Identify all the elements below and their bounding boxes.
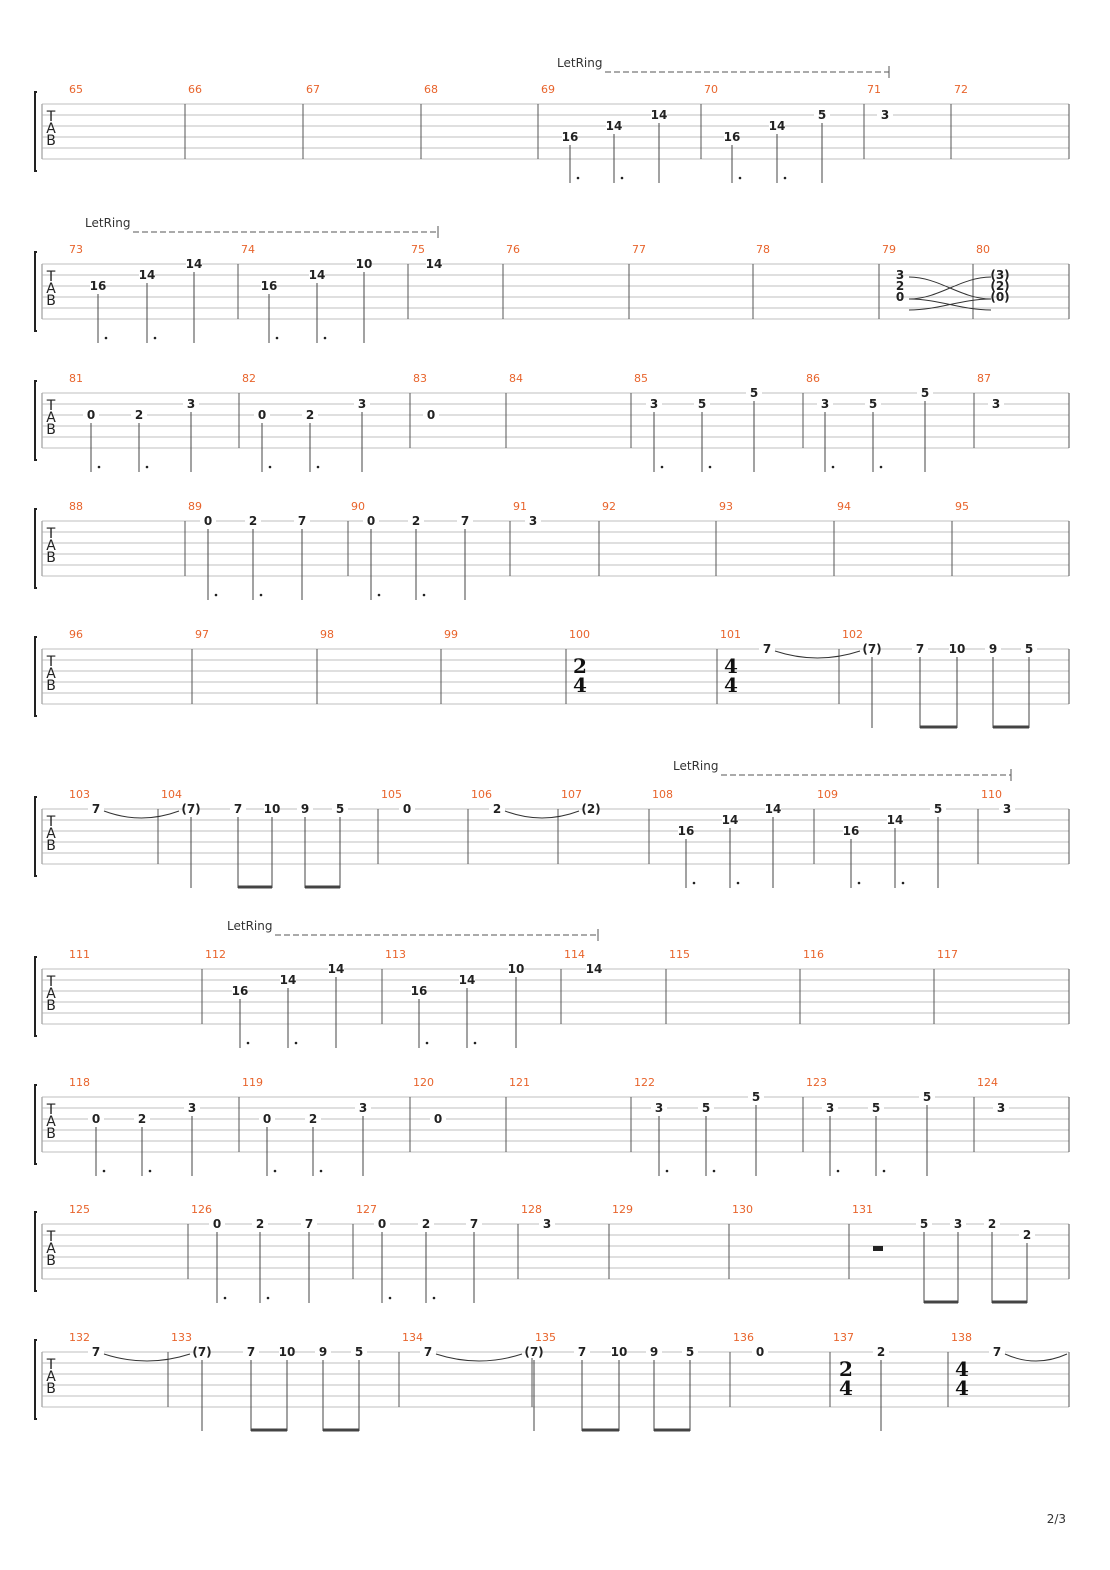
tab-clef-letter: T (46, 1229, 56, 1245)
measure-number: 99 (444, 628, 458, 641)
tie (1005, 1354, 1067, 1361)
fret-number: 14 (886, 813, 904, 827)
rhythm-dot (378, 594, 381, 597)
rhythm-dot (713, 1170, 716, 1173)
measure-number: 79 (882, 243, 896, 256)
fret-number: 9 (318, 1345, 328, 1359)
rhythm-dot (423, 594, 426, 597)
measure-number: 100 (569, 628, 590, 641)
fret-number: 10 (355, 257, 373, 271)
tab-clef-letter: T (46, 654, 56, 670)
tab-clef-letter: T (46, 1102, 56, 1118)
rhythm-dot (577, 177, 580, 180)
time-signature-top: 2 (839, 1357, 853, 1381)
time-signature-bottom: 4 (724, 673, 738, 697)
rhythm-dot (215, 594, 218, 597)
fret-number: 2 (421, 1217, 431, 1231)
fret-number: 0 (402, 802, 412, 816)
fret-number: 0 (755, 1345, 765, 1359)
tab-clef-letter: T (46, 109, 56, 125)
measure-number: 135 (535, 1331, 556, 1344)
tab-clef-letter: T (46, 398, 56, 414)
fret-number: 3 (358, 1101, 368, 1115)
rhythm-dot (433, 1297, 436, 1300)
measure-number: 122 (634, 1076, 655, 1089)
measure-number: 85 (634, 372, 648, 385)
fret-number: 5 (701, 1101, 711, 1115)
fret-number: (7) (192, 1345, 212, 1359)
fret-number: 14 (768, 119, 786, 133)
measure-number: 70 (704, 83, 718, 96)
fret-number: 2 (255, 1217, 265, 1231)
half-rest (873, 1246, 883, 1251)
measure-number: 107 (561, 788, 582, 801)
fret-number: 7 (460, 514, 470, 528)
tab-clef-letter: B (46, 678, 56, 694)
measure-number: 102 (842, 628, 863, 641)
measure-number: 69 (541, 83, 555, 96)
measure-number: 134 (402, 1331, 423, 1344)
measure-number: 110 (981, 788, 1002, 801)
fret-number: 14 (138, 268, 156, 282)
system-bracket (35, 381, 37, 460)
fret-number: 5 (817, 108, 827, 122)
fret-number: 10 (278, 1345, 296, 1359)
fret-number: 3 (953, 1217, 963, 1231)
rhythm-dot (146, 466, 149, 469)
measure-number: 87 (977, 372, 991, 385)
rhythm-dot (883, 1170, 886, 1173)
tab-clef-letter: A (46, 1241, 56, 1257)
fret-number: 3 (991, 397, 1001, 411)
fret-number: (7) (524, 1345, 544, 1359)
fret-number: 3 (895, 268, 905, 282)
fret-number: (0) (990, 290, 1010, 304)
fret-number: (7) (181, 802, 201, 816)
fret-number: 14 (585, 962, 603, 976)
fret-number: 5 (697, 397, 707, 411)
tab-clef-letter: A (46, 1114, 56, 1130)
fret-number: 7 (91, 802, 101, 816)
measure-number: 67 (306, 83, 320, 96)
fret-number: 0 (377, 1217, 387, 1231)
fret-number: 5 (354, 1345, 364, 1359)
rhythm-dot (666, 1170, 669, 1173)
rhythm-dot (247, 1042, 250, 1045)
measure-number: 123 (806, 1076, 827, 1089)
tab-clef-letter: B (46, 133, 56, 149)
tie (505, 811, 579, 818)
fret-number: 16 (260, 279, 278, 293)
let-ring-label: LetRing (85, 216, 131, 230)
tab-clef-letter: B (46, 998, 56, 1014)
fret-number: 3 (1002, 802, 1012, 816)
system-bracket (35, 509, 37, 588)
system-bracket (35, 1212, 37, 1291)
system-bracket (35, 252, 37, 331)
fret-number: 14 (425, 257, 443, 271)
fret-number: 10 (610, 1345, 628, 1359)
measure-number: 90 (351, 500, 365, 513)
fret-number: 14 (279, 973, 297, 987)
fret-number: 3 (186, 397, 196, 411)
tab-clef-letter: B (46, 1253, 56, 1269)
tie (104, 1354, 190, 1361)
measure-number: 76 (506, 243, 520, 256)
fret-number: 16 (231, 984, 249, 998)
fret-number: 0 (212, 1217, 222, 1231)
measure-number: 75 (411, 243, 425, 256)
tab-clef-letter: B (46, 422, 56, 438)
fret-number: 2 (305, 408, 315, 422)
rhythm-dot (426, 1042, 429, 1045)
measure-number: 66 (188, 83, 202, 96)
fret-number: 14 (764, 802, 782, 816)
fret-number: 3 (187, 1101, 197, 1115)
rhythm-dot (269, 466, 272, 469)
rhythm-dot (737, 882, 740, 885)
rhythm-dot (880, 466, 883, 469)
measure-number: 114 (564, 948, 585, 961)
measure-number: 86 (806, 372, 820, 385)
measure-number: 113 (385, 948, 406, 961)
measure-number: 129 (612, 1203, 633, 1216)
rhythm-dot (274, 1170, 277, 1173)
fret-number: (7) (862, 642, 882, 656)
fret-number: 2 (1022, 1228, 1032, 1242)
measure-number: 104 (161, 788, 182, 801)
rhythm-dot (902, 882, 905, 885)
measure-number: 117 (937, 948, 958, 961)
measure-number: 112 (205, 948, 226, 961)
fret-number: 7 (304, 1217, 314, 1231)
fret-number: 16 (723, 130, 741, 144)
measure-number: 101 (720, 628, 741, 641)
rhythm-dot (389, 1297, 392, 1300)
fret-number: 2 (308, 1112, 318, 1126)
rhythm-dot (324, 337, 327, 340)
system-bracket (35, 637, 37, 716)
let-ring-label: LetRing (673, 759, 719, 773)
measure-number: 74 (241, 243, 255, 256)
fret-number: 5 (685, 1345, 695, 1359)
fret-number: 7 (469, 1217, 479, 1231)
measure-number: 98 (320, 628, 334, 641)
fret-number: 3 (649, 397, 659, 411)
fret-number: 16 (89, 279, 107, 293)
rhythm-dot (149, 1170, 152, 1173)
rhythm-dot (739, 177, 742, 180)
tie (104, 811, 179, 818)
time-signature-top: 2 (573, 654, 587, 678)
measure-number: 82 (242, 372, 256, 385)
rhythm-dot (98, 466, 101, 469)
fret-number: (3) (990, 268, 1010, 282)
rhythm-dot (832, 466, 835, 469)
fret-number: 14 (721, 813, 739, 827)
fret-number: 14 (185, 257, 203, 271)
fret-number: 0 (203, 514, 213, 528)
rhythm-dot (224, 1297, 227, 1300)
page-number: 2/3 (1046, 1512, 1066, 1526)
measure-number: 96 (69, 628, 83, 641)
fret-number: 3 (654, 1101, 664, 1115)
measure-number: 71 (867, 83, 881, 96)
fret-number: 14 (458, 973, 476, 987)
fret-number: 14 (327, 962, 345, 976)
fret-number: 7 (91, 1345, 101, 1359)
measure-number: 131 (852, 1203, 873, 1216)
measure-number: 94 (837, 500, 851, 513)
fret-number: 3 (357, 397, 367, 411)
fret-number: 10 (948, 642, 966, 656)
measure-number: 77 (632, 243, 646, 256)
fret-number: 14 (605, 119, 623, 133)
tab-clef-letter: A (46, 281, 56, 297)
fret-number: 5 (1024, 642, 1034, 656)
fret-number: 2 (492, 802, 502, 816)
fret-number: 9 (988, 642, 998, 656)
fret-number: 0 (257, 408, 267, 422)
measure-number: 121 (509, 1076, 530, 1089)
fret-number: 2 (134, 408, 144, 422)
measure-number: 115 (669, 948, 690, 961)
fret-number: 2 (987, 1217, 997, 1231)
measure-number: 128 (521, 1203, 542, 1216)
fret-number: (2) (581, 802, 601, 816)
fret-number: 0 (86, 408, 96, 422)
measure-number: 78 (756, 243, 770, 256)
fret-number: 7 (915, 642, 925, 656)
fret-number: 0 (91, 1112, 101, 1126)
fret-number: 16 (842, 824, 860, 838)
fret-number: 14 (308, 268, 326, 282)
tab-clef-letter: T (46, 1357, 56, 1373)
measure-number: 95 (955, 500, 969, 513)
fret-number: 0 (366, 514, 376, 528)
tab-clef-letter: B (46, 293, 56, 309)
fret-number: 9 (649, 1345, 659, 1359)
rhythm-dot (295, 1042, 298, 1045)
measure-number: 109 (817, 788, 838, 801)
tab-clef-letter: A (46, 538, 56, 554)
tab-clef-letter: A (46, 826, 56, 842)
tab-clef-letter: A (46, 666, 56, 682)
fret-number: 5 (922, 1090, 932, 1104)
tab-clef-letter: A (46, 986, 56, 1002)
time-signature-bottom: 4 (955, 1376, 969, 1400)
fret-number: 2 (248, 514, 258, 528)
fret-number: 10 (507, 962, 525, 976)
tab-clef-letter: T (46, 269, 56, 285)
fret-number: 7 (577, 1345, 587, 1359)
fret-number: 3 (825, 1101, 835, 1115)
fret-number: 7 (762, 642, 772, 656)
fret-number: 2 (411, 514, 421, 528)
measure-number: 130 (732, 1203, 753, 1216)
measure-number: 81 (69, 372, 83, 385)
rhythm-dot (474, 1042, 477, 1045)
tab-clef-letter: B (46, 838, 56, 854)
fret-number: 16 (677, 824, 695, 838)
tab-clef-letter: T (46, 814, 56, 830)
measure-number: 93 (719, 500, 733, 513)
fret-number: 5 (920, 386, 930, 400)
fret-number: 3 (880, 108, 890, 122)
rhythm-dot (858, 882, 861, 885)
measure-number: 119 (242, 1076, 263, 1089)
fret-number: (2) (990, 279, 1010, 293)
rhythm-dot (276, 337, 279, 340)
measure-number: 84 (509, 372, 523, 385)
fret-number: 7 (246, 1345, 256, 1359)
measure-number: 118 (69, 1076, 90, 1089)
measure-number: 132 (69, 1331, 90, 1344)
measure-number: 106 (471, 788, 492, 801)
measure-number: 125 (69, 1203, 90, 1216)
fret-number: 0 (262, 1112, 272, 1126)
tab-clef-letter: B (46, 550, 56, 566)
fret-number: 3 (528, 514, 538, 528)
rhythm-dot (105, 337, 108, 340)
measure-number: 133 (171, 1331, 192, 1344)
measure-number: 126 (191, 1203, 212, 1216)
tie (775, 651, 860, 658)
measure-number: 83 (413, 372, 427, 385)
tie (909, 277, 991, 299)
measure-number: 116 (803, 948, 824, 961)
tab-clef-letter: A (46, 410, 56, 426)
measure-number: 111 (69, 948, 90, 961)
fret-number: 7 (423, 1345, 433, 1359)
fret-number: 16 (410, 984, 428, 998)
measure-number: 127 (356, 1203, 377, 1216)
fret-number: 7 (992, 1345, 1002, 1359)
rhythm-dot (260, 594, 263, 597)
fret-number: 3 (820, 397, 830, 411)
fret-number: 7 (233, 802, 243, 816)
rhythm-dot (693, 882, 696, 885)
fret-number: 14 (650, 108, 668, 122)
measure-number: 138 (951, 1331, 972, 1344)
rhythm-dot (103, 1170, 106, 1173)
fret-number: 5 (871, 1101, 881, 1115)
measure-number: 97 (195, 628, 209, 641)
fret-number: 0 (433, 1112, 443, 1126)
fret-number: 0 (895, 290, 905, 304)
measure-number: 120 (413, 1076, 434, 1089)
measure-number: 72 (954, 83, 968, 96)
fret-number: 2 (137, 1112, 147, 1126)
system-bracket (35, 1340, 37, 1419)
measure-number: 88 (69, 500, 83, 513)
rhythm-dot (317, 466, 320, 469)
rhythm-dot (267, 1297, 270, 1300)
let-ring-label: LetRing (557, 56, 603, 70)
rhythm-dot (154, 337, 157, 340)
rhythm-dot (784, 177, 787, 180)
measure-number: 124 (977, 1076, 998, 1089)
tab-clef-letter: A (46, 121, 56, 137)
fret-number: 5 (868, 397, 878, 411)
measure-number: 137 (833, 1331, 854, 1344)
tab-clef-letter: T (46, 974, 56, 990)
rhythm-dot (837, 1170, 840, 1173)
measure-number: 108 (652, 788, 673, 801)
fret-number: 7 (297, 514, 307, 528)
time-signature-bottom: 4 (839, 1376, 853, 1400)
fret-number: 10 (263, 802, 281, 816)
time-signature-bottom: 4 (573, 673, 587, 697)
tab-clef-letter: T (46, 526, 56, 542)
rhythm-dot (621, 177, 624, 180)
measure-number: 103 (69, 788, 90, 801)
system-bracket (35, 957, 37, 1036)
measure-number: 92 (602, 500, 616, 513)
measure-number: 80 (976, 243, 990, 256)
fret-number: 5 (919, 1217, 929, 1231)
system-bracket (35, 1085, 37, 1164)
measure-number: 68 (424, 83, 438, 96)
tab-clef-letter: A (46, 1369, 56, 1385)
system-bracket (35, 92, 37, 171)
rhythm-dot (661, 466, 664, 469)
fret-number: 5 (749, 386, 759, 400)
system-bracket (35, 797, 37, 876)
fret-number: 5 (933, 802, 943, 816)
rhythm-dot (709, 466, 712, 469)
tab-clef-letter: B (46, 1126, 56, 1142)
measure-number: 91 (513, 500, 527, 513)
measure-number: 73 (69, 243, 83, 256)
fret-number: 3 (542, 1217, 552, 1231)
tie (436, 1354, 522, 1361)
time-signature-top: 4 (724, 654, 738, 678)
time-signature-top: 4 (955, 1357, 969, 1381)
fret-number: 3 (996, 1101, 1006, 1115)
measure-number: 105 (381, 788, 402, 801)
rhythm-dot (320, 1170, 323, 1173)
fret-number: 5 (751, 1090, 761, 1104)
measure-number: 89 (188, 500, 202, 513)
fret-number: 0 (426, 408, 436, 422)
fret-number: 16 (561, 130, 579, 144)
fret-number: 5 (335, 802, 345, 816)
tab-clef-letter: B (46, 1381, 56, 1397)
let-ring-label: LetRing (227, 919, 273, 933)
measure-number: 136 (733, 1331, 754, 1344)
fret-number: 9 (300, 802, 310, 816)
measure-number: 65 (69, 83, 83, 96)
fret-number: 2 (895, 279, 905, 293)
fret-number: 2 (876, 1345, 886, 1359)
